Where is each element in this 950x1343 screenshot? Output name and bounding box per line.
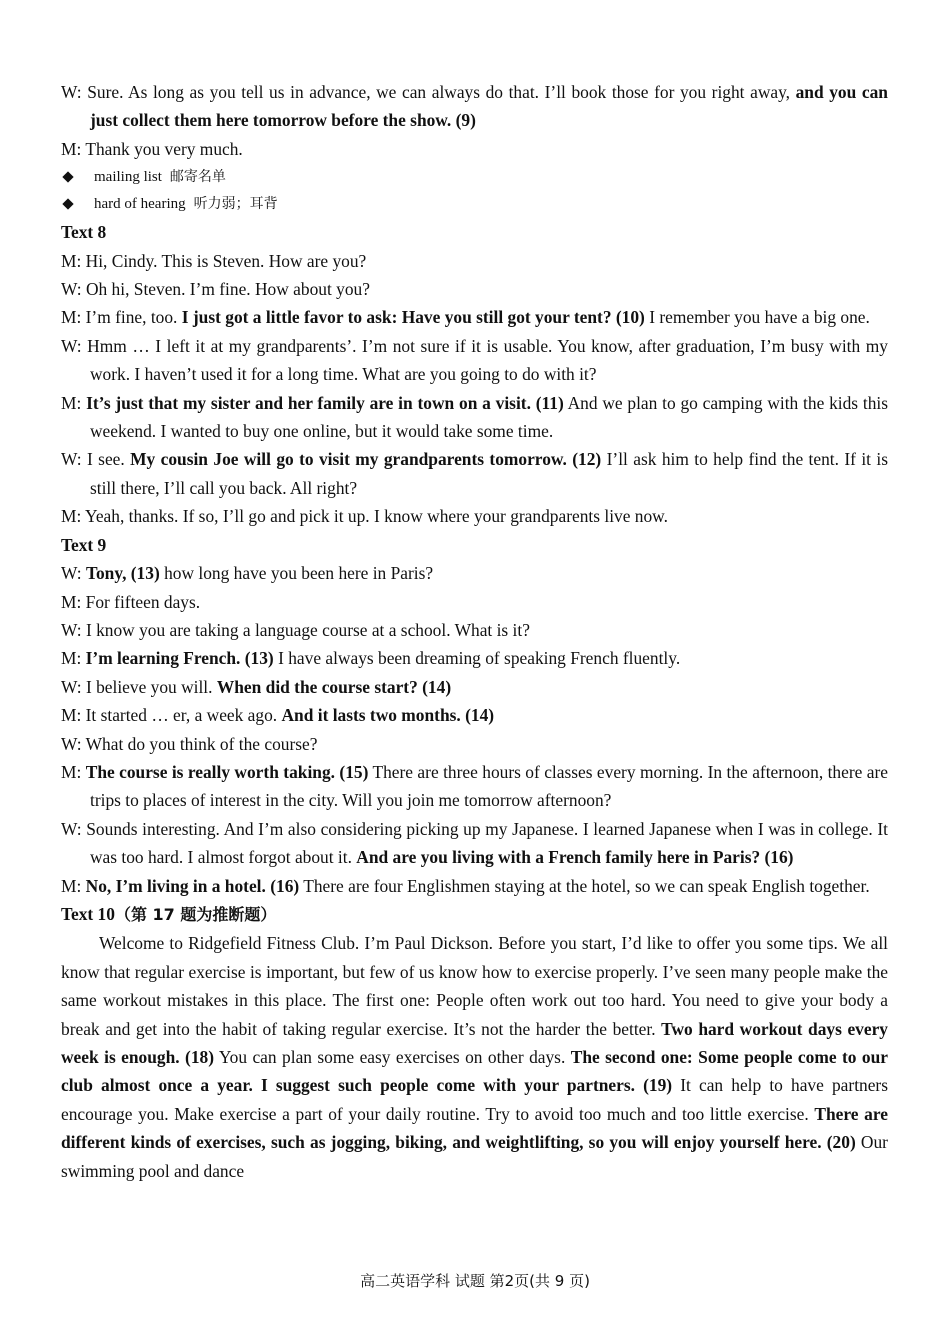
dialogue-text: Hi, Cindy. This is Steven. How are you? [81,250,367,271]
text10-heading [61,900,888,929]
answer-key-text: I’m learning French. (13) [85,648,274,669]
speaker-label: M: [61,591,82,612]
vocab-item [61,163,888,191]
page-content [61,78,888,1185]
dialogue-text: I’ll ask him to help find the tent. If it is still there, I’ll call you back. All right? [90,449,888,498]
answer-key-text: When did the course start? (14) [216,676,452,697]
answer-key-text: and you can just collect them here tomorrow before the show. (9) [90,82,888,131]
page-footer: 高二英语学科 试题 第2页(共 9 页) [360,1272,590,1290]
dialogue-text: I’m fine, too. [81,307,182,328]
dialogue-text: Thank you very much. [81,138,243,159]
answer-key-text: And it lasts two months. (14) [281,705,495,726]
speaker-label: W: [61,619,82,640]
dialogue-line [61,502,888,530]
speaker-label: W: [61,82,82,102]
dialogue-line [61,247,888,275]
speaker-label: W: [61,733,82,754]
dialogue-text: What do you think of the course? [81,733,318,754]
vocab-english: mailing list [94,168,162,185]
answer-key-text: The course is really worth taking. (15) [85,761,369,782]
speaker-label: W: [61,335,82,356]
dialogue-line [61,616,888,644]
dialogue-line [61,445,888,502]
dialogue-text: There are three hours of classes every morning. In the afternoon, there are trips to places of interest in the city. Will you join me tomorrow afternoon? [90,761,888,811]
dialogue-text: There are four Englishmen staying at the hotel, so we can speak English together. [299,875,870,896]
speaker-label: W: [61,279,82,300]
speaker-label: M: [61,705,82,726]
dialogue-text: I know you are taking a language course at a school. What is it? [81,619,530,640]
dialogue-text: Yeah, thanks. If so, I’ll go and pick it up. I know where your grandparents live now. [81,506,668,527]
answer-key-text: It’s just that my sister and her family are in town on a visit. (11) [86,392,564,413]
dialogue-text: I believe you will. [81,676,217,697]
text10-monologue [61,929,888,1185]
answer-key-text: Tony, (13) [85,563,160,584]
text8-dialogue [61,247,888,531]
answer-key-text: Two hard workout days every week is enough. (18) [61,1018,888,1067]
dialogue-text: Welcome to Ridgefield Fitness Club. I’m Paul Dickson. Before you start, I’d like to offer you some tips. We all know that regular exercise is important, but few of us know how to exercise properly. I’ve seen many people make the same workout mistakes in this place. The first one: People often work out too hard. You need to give your body a break and get into the habit of taking regular exercise. It’s not the harder the better. [61,933,888,1039]
dialogue-line [61,588,888,616]
answer-key-text: There are different kinds of exercises, such as jogging, biking, and weightlifting, so you will enjoy yourself here. (20) [61,1103,888,1153]
speaker-label: M: [61,138,82,159]
dialogue-line [61,701,888,729]
answer-key-text: And are you living with a French family here in Paris? (16) [356,847,794,868]
speaker-label: W: [61,818,82,839]
speaker-label: W: [61,563,82,584]
dialogue-text: Hmm … I left it at my grandparents’. I’m not sure if it is usable. You know, after graduation, I’m busy with my work. I haven’t used it for a long time. What are you going to do with it? [81,335,888,385]
answer-key-text: My cousin Joe will go to visit my grandparents tomorrow. (12) [130,449,602,470]
dialogue-line [61,644,888,672]
vocab-english: hard of hearing [94,196,186,213]
speaker-label: M: [61,392,82,413]
vocab-item [61,191,888,219]
text7-dialogue-end [61,78,888,163]
dialogue-line [61,135,888,163]
dialogue-text: You can plan some easy exercises on other days. [214,1047,571,1067]
vocab-chinese: 邮寄名单 [169,168,226,185]
speaker-label: M: [61,506,82,527]
dialogue-text: I remember you have a big one. [644,307,870,328]
dialogue-text: Oh hi, Steven. I’m fine. How about you? [81,279,370,300]
speaker-label: M: [61,875,82,896]
diamond-bullet-icon [62,171,73,182]
dialogue-text: Our swimming pool and dance [61,1132,888,1181]
text10-heading-note: （第 17 题为推断题） [114,904,277,924]
dialogue-text: Sounds interesting. And I’m also considering picking up my Japanese. I learned Japanese when I was in college. It was too hard. I almost forgot about it. [81,818,888,868]
speaker-label: M: [61,250,82,271]
dialogue-line [61,78,888,135]
dialogue-text: It can help to have partners encourage you. Make exercise a part of your daily routine. Try to avoid too much and too little exercise. [61,1075,888,1124]
text9-dialogue [61,559,888,900]
dialogue-line [61,332,888,389]
dialogue-text: I have always been dreaming of speaking French fluently. [273,648,681,669]
dialogue-line [61,673,888,701]
dialogue-text: It started … er, a week ago. [81,705,282,726]
answer-key-text: The second one: Some people come to our club almost once a year. I suggest such people come with your partners. (19) [61,1047,888,1096]
dialogue-line [61,815,888,872]
speaker-label: M: [61,307,82,328]
dialogue-text: I see. [81,449,131,470]
dialogue-line [61,389,888,446]
dialogue-text: For fifteen days. [81,591,201,612]
dialogue-text: And we plan to go camping with the kids this weekend. I wanted to buy one online, but it would take some time. [90,392,888,442]
text9-heading: Text 9 [61,534,107,555]
diamond-bullet-icon [62,199,73,210]
dialogue-line [61,559,888,587]
dialogue-line [61,730,888,758]
speaker-label: M: [61,648,82,669]
dialogue-text: how long have you been here in Paris? [159,563,434,584]
answer-key-text: I just got a little favor to ask: Have you still got your tent? (10) [181,307,645,328]
vocab-chinese: 听力弱；耳背 [193,196,278,213]
speaker-label: M: [61,761,82,782]
dialogue-text: Sure. As long as you tell us in advance, we can always do that. I’ll book those for you right away, [81,82,796,102]
text10-heading-en: Text 10 [61,903,115,924]
speaker-label: W: [61,449,82,470]
speaker-label: W: [61,676,82,697]
vocabulary-notes [61,163,888,218]
answer-key-text: No, I’m living in a hotel. (16) [85,875,300,896]
text8-heading: Text 8 [61,222,107,243]
dialogue-line [61,303,888,331]
dialogue-line [61,872,888,900]
dialogue-line [61,275,888,303]
dialogue-line [61,758,888,815]
